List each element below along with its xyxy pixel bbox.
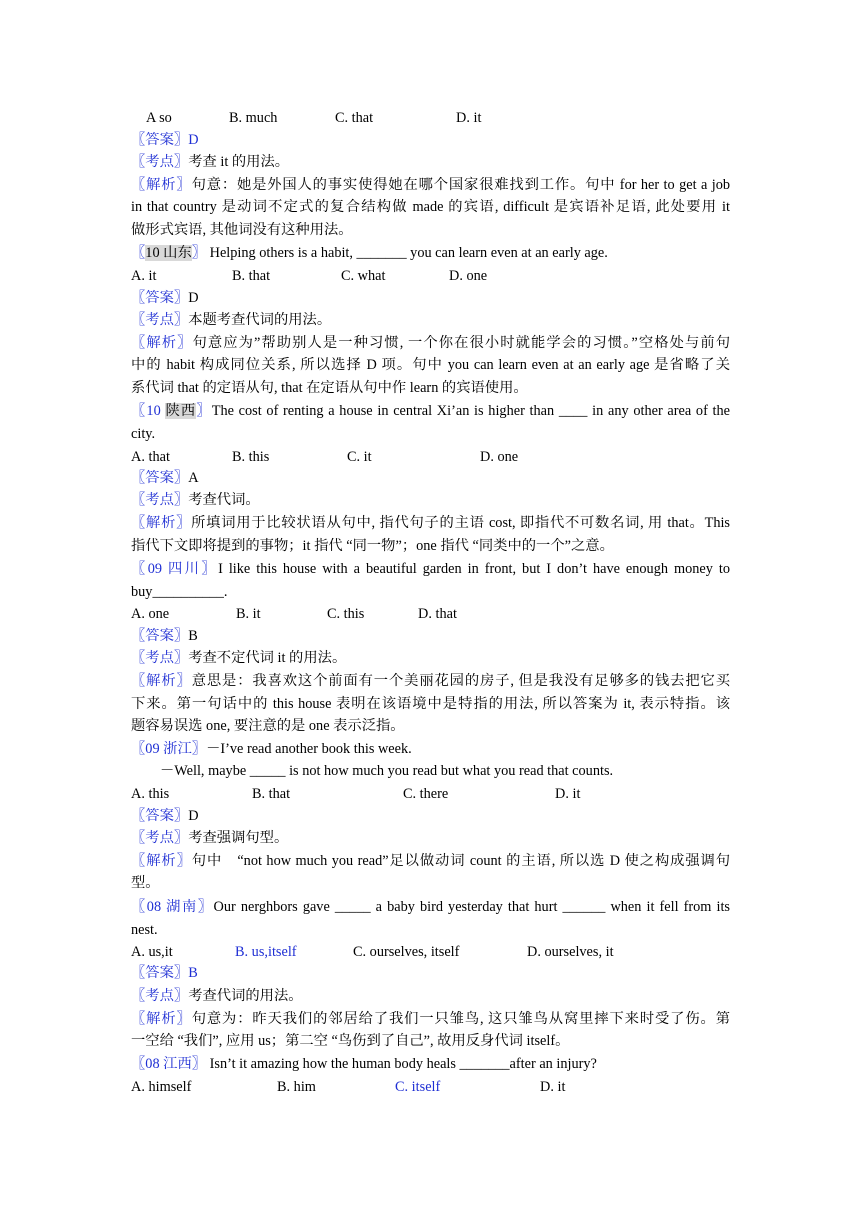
- q4-analysis-line-2: 型。: [131, 875, 160, 891]
- q5-answer: [131, 962, 730, 984]
- q5-analysis-line-2: 一空给 “我们”, 应用 us；第二空 “鸟伤到了自己”, 故用反身代词 itself。: [131, 1033, 570, 1049]
- analysis-text: 句意为：昨天我们的邻居给了我们一只雏鸟, 这只雏鸟从窝里摔下来时受了伤。第: [191, 1011, 730, 1027]
- q5-option-d: D. ourselves, it: [527, 944, 614, 960]
- q2-analysis-line-1: [131, 512, 730, 534]
- analysis-tag: 〖解析〗: [131, 853, 192, 869]
- q0-analysis-line-3: 做形式宾语, 其他词没有这种用法。: [131, 222, 353, 238]
- analysis-text: 句中 “not how much you read”足以做动词 count 的主语, 所以选 D 使之构成强调句: [191, 853, 730, 869]
- q6-option-a: A. himself: [131, 1079, 192, 1095]
- q3-option-d: D. that: [418, 606, 457, 622]
- answer-tag: 〖答案〗: [131, 470, 189, 486]
- q2-option-a: A. that: [131, 449, 170, 465]
- analysis-text: 意思是：我喜欢这个前面有一个美丽花园的房子, 但是我没有足够多的钱去把它买: [191, 673, 730, 689]
- point-tag: 〖考点〗: [131, 650, 189, 666]
- q2-option-b: B. this: [232, 449, 270, 465]
- q5-option-a: A. us,it: [131, 944, 173, 960]
- q4-options: [131, 783, 730, 805]
- source-tag: 陕西: [165, 403, 197, 419]
- q2-answer: [131, 467, 730, 489]
- answer-value: D: [188, 290, 199, 306]
- answer-value: A: [188, 470, 199, 486]
- q0-options: [131, 107, 730, 129]
- q1-stem: [131, 242, 730, 264]
- q4-option-b: B. that: [252, 786, 291, 802]
- q2-stem-line-2: city.: [131, 426, 156, 442]
- q1-option-b: B. that: [232, 268, 271, 284]
- q2-analysis-line-2: 指代下文即将提到的事物；it 指代 “同一物”；one 指代 “同类中的一个”之意。: [131, 538, 614, 554]
- point-text: 本题考查代词的用法。: [188, 312, 332, 328]
- q6-options: [131, 1076, 730, 1098]
- q1-analysis-line-2: 中的 habit 构成同位关系, 所以选择 D 项。句中 you can learn even at an early age 是省略了关: [131, 357, 730, 373]
- q4-stem-line-1: [131, 738, 730, 760]
- analysis-tag: 〖解析〗: [131, 177, 192, 193]
- point-text: 考查代词的用法。: [188, 988, 303, 1004]
- answer-tag: 〖答案〗: [131, 132, 189, 148]
- q4-answer: [131, 805, 730, 827]
- q1-analysis-line-3: 系代词 that 的定语从句, that 在定语从句中作 learn 的宾语使用。: [131, 380, 528, 396]
- point-text: 考查强调句型。: [188, 830, 289, 846]
- source-tag: 〖09 四川〗: [131, 561, 219, 577]
- q5-options: [131, 941, 730, 963]
- q0-point: [131, 151, 730, 173]
- analysis-tag: 〖解析〗: [131, 673, 192, 689]
- source-tag: 〖08 江西〗: [131, 1056, 207, 1072]
- point-text: 考查不定代词 it 的用法。: [188, 650, 347, 666]
- source-tag: 10 山东: [145, 245, 192, 261]
- q0-answer: [131, 129, 730, 151]
- q5-analysis-line-1: [131, 1008, 730, 1030]
- point-tag: 〖考点〗: [131, 830, 189, 846]
- answer-tag: 〖答案〗: [131, 290, 189, 306]
- answer-value: D: [188, 132, 199, 148]
- q4-point: [131, 827, 730, 849]
- analysis-text: 所填词用于比较状语从句中, 指代句子的主语 cost, 即指代不可数名词, 用 that。This: [191, 515, 730, 531]
- q3-option-a: A. one: [131, 606, 170, 622]
- q3-option-b: B. it: [236, 606, 261, 622]
- analysis-tag: 〖解析〗: [131, 515, 192, 531]
- analysis-text: 句意：她是外国人的事实使得她在哪个国家很难找到工作。句中 for her to get a job: [191, 177, 731, 193]
- q6-option-c: C. itself: [395, 1079, 441, 1095]
- q4-stem-line-2: －Well, maybe _____ is not how much you read but what you read that counts.: [160, 763, 614, 779]
- point-text: 考查代词。: [188, 492, 260, 508]
- q0-analysis-line-2: in that country 是动词不定式的复合结构做 made 的宾语, difficult 是宾语补足语, 此处要用 it: [131, 199, 730, 215]
- q4-option-d: D. it: [555, 786, 581, 802]
- analysis-tag: 〖解析〗: [131, 335, 193, 351]
- source-bracket-open: 〖: [131, 245, 146, 261]
- q3-analysis-line-2: 下来。第一句话中的 this house 表明在该语境中是特指的用法, 所以答案为 it, 表示特指。该: [131, 696, 730, 712]
- q3-analysis-line-1: [131, 670, 730, 692]
- q0-option-c: C. that: [335, 110, 374, 126]
- q5-option-b: B. us,itself: [235, 944, 297, 960]
- answer-tag: 〖答案〗: [131, 808, 189, 824]
- q1-options: [131, 265, 730, 287]
- question-stem: Isn’t it amazing how the human body heals _______after an injury?: [209, 1056, 597, 1072]
- q1-point: [131, 309, 730, 331]
- q6-option-d: D. it: [540, 1079, 566, 1095]
- q2-stem-line-1: [131, 400, 730, 422]
- q6-stem: [131, 1053, 730, 1075]
- analysis-text: 句意应为”帮助别人是一种习惯, 一个你在很小时就能学会的习惯。”空格处与前句: [192, 335, 731, 351]
- point-tag: 〖考点〗: [131, 492, 189, 508]
- point-tag: 〖考点〗: [131, 154, 189, 170]
- answer-value: B: [188, 965, 198, 981]
- point-text: 考查 it 的用法。: [188, 154, 290, 170]
- q5-stem-line-2: nest.: [131, 922, 158, 938]
- question-stem: I like this house with a beautiful garden in front, but I don’t have enough money to: [218, 561, 730, 577]
- answer-tag: 〖答案〗: [131, 628, 189, 644]
- q3-stem-line-2: buy__________.: [131, 584, 228, 600]
- source-tag: 〖08 湖南〗: [131, 899, 214, 915]
- q3-options: [131, 603, 730, 625]
- answer-value: D: [188, 808, 199, 824]
- answer-value: B: [188, 628, 198, 644]
- point-tag: 〖考点〗: [131, 988, 189, 1004]
- q4-option-c: C. there: [403, 786, 449, 802]
- q1-answer: [131, 287, 730, 309]
- q0-option-d: D. it: [456, 110, 482, 126]
- q2-option-d: D. one: [480, 449, 519, 465]
- source-bracket-close: 〗: [191, 245, 207, 261]
- source-bracket-close: 〗: [196, 403, 212, 419]
- q5-option-c: C. ourselves, itself: [353, 944, 460, 960]
- point-tag: 〖考点〗: [131, 312, 189, 328]
- analysis-tag: 〖解析〗: [131, 1011, 192, 1027]
- q4-analysis-line-1: [131, 850, 730, 872]
- answer-tag: 〖答案〗: [131, 965, 189, 981]
- q1-option-a: A. it: [131, 268, 157, 284]
- q0-option-b: B. much: [229, 110, 278, 126]
- q3-option-c: C. this: [327, 606, 365, 622]
- question-stem: The cost of renting a house in central Xi’an is higher than ____ in any other area of the: [211, 403, 731, 419]
- q1-option-c: C. what: [341, 268, 386, 284]
- question-stem: Helping others is a habit, _______ you can learn even at an early age.: [209, 245, 608, 261]
- q6-option-b: B. him: [277, 1079, 316, 1095]
- q0-analysis-line-1: [131, 174, 730, 196]
- q1-option-d: D. one: [449, 268, 488, 284]
- q2-option-c: C. it: [347, 449, 372, 465]
- q1-analysis-line-1: [131, 332, 730, 354]
- q3-stem-line-1: [131, 558, 730, 580]
- question-stem: －I’ve read another book this week.: [206, 741, 412, 757]
- q5-stem-line-1: [131, 896, 730, 918]
- q5-point: [131, 985, 730, 1007]
- q0-option-a: A so: [146, 110, 172, 126]
- q2-options: [131, 446, 730, 468]
- q3-answer: [131, 625, 730, 647]
- source-tag: 〖09 浙江〗: [131, 741, 207, 757]
- q2-point: [131, 489, 730, 511]
- q4-option-a: A. this: [131, 786, 170, 802]
- q3-analysis-line-3: 题容易误选 one, 要注意的是 one 表示泛指。: [131, 718, 405, 734]
- source-bracket-open: 〖10: [131, 403, 166, 419]
- question-stem: Our nerghbors gave _____ a baby bird yesterday that hurt ______ when it fell from its: [213, 899, 730, 915]
- q3-point: [131, 647, 730, 669]
